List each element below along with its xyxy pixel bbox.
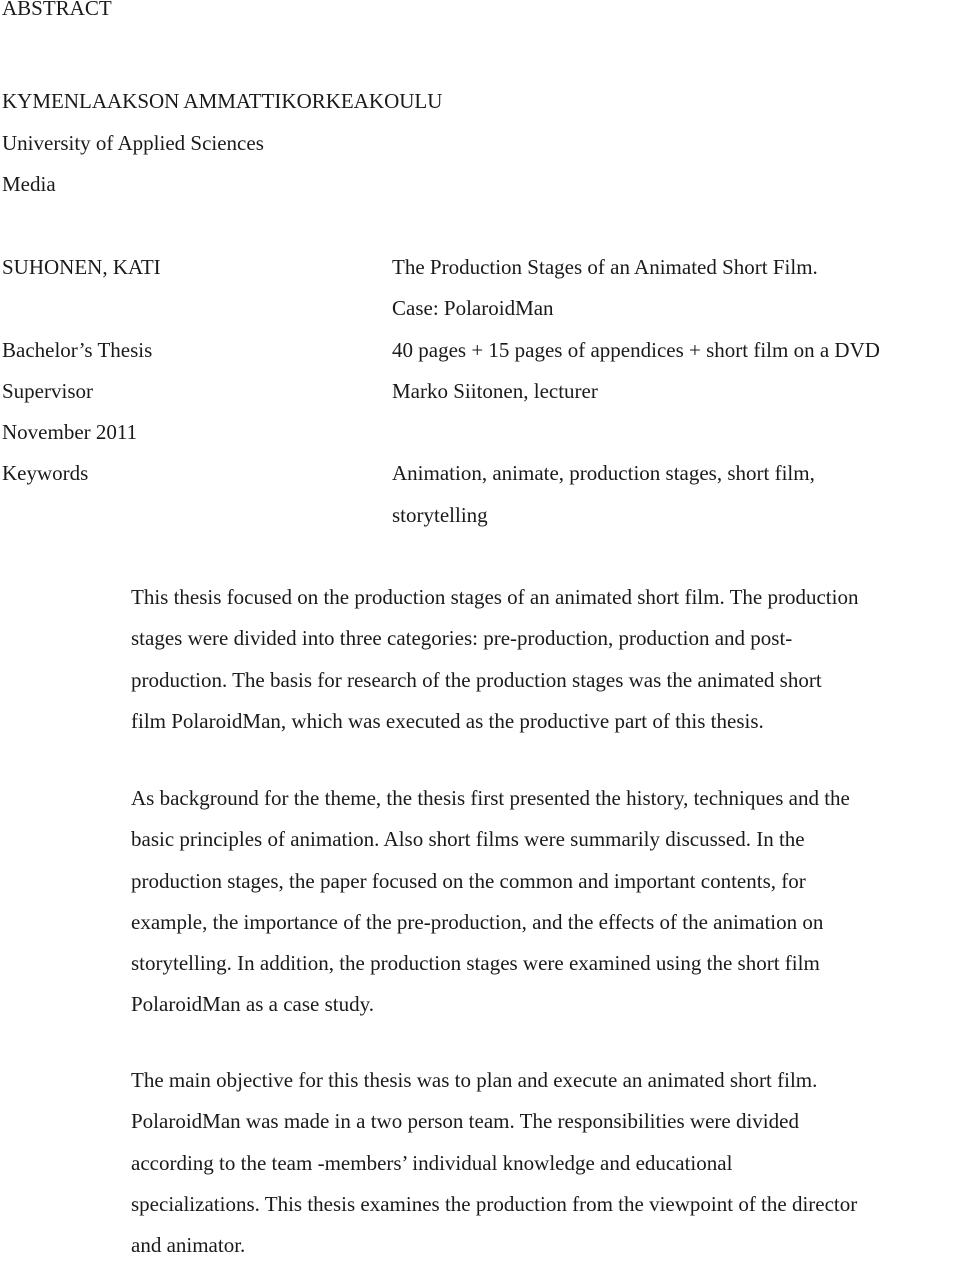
paragraph-line: according to the team -members’ individual knowledge and educational	[131, 1150, 733, 1175]
supervisor-name: Marko Siitonen, lecturer	[392, 379, 598, 403]
paragraph-line: As background for the theme, the thesis first presented the history, techniques and the	[131, 786, 850, 810]
paragraph-line: and animator.	[131, 1233, 246, 1258]
keywords-line: Animation, animate, production stages, short film,	[392, 461, 815, 485]
page-heading: ABSTRACT	[2, 0, 112, 20]
thesis-title-line: Case: PolaroidMan	[392, 296, 554, 320]
keywords-line: storytelling	[392, 503, 488, 527]
paragraph-line: film PolaroidMan, which was executed as the productive part of this thesis.	[131, 708, 764, 733]
paragraph-line: example, the importance of the pre-production, and the effects of the animation on	[131, 909, 824, 934]
school-subtitle: University of Applied Sciences	[2, 131, 264, 155]
keywords-label: Keywords	[2, 461, 89, 485]
paragraph-line: This thesis focused on the production stages of an animated short film. The production	[131, 585, 859, 609]
thesis-title-line: The Production Stages of an Animated Short Film.	[392, 255, 818, 279]
paragraph-line: production stages, the paper focused on the common and important contents, for	[131, 868, 806, 893]
paragraph-line: PolaroidMan was made in a two person team. The responsibilities were divided	[131, 1109, 799, 1134]
paragraph-line: The main objective for this thesis was to plan and execute an animated short film.	[131, 1068, 818, 1092]
school-name: KYMENLAAKSON AMMATTIKORKEAKOULU	[2, 89, 443, 113]
author-name: SUHONEN, KATI	[2, 255, 161, 279]
paragraph-line: basic principles of animation. Also short films were summarily discussed. In the	[131, 827, 805, 852]
thesis-extent: 40 pages + 15 pages of appendices + short film on a DVD	[392, 338, 880, 362]
paragraph-line: stages were divided into three categories: pre-production, production and post-	[131, 626, 793, 651]
school-department: Media	[2, 172, 56, 196]
thesis-date: November 2011	[2, 420, 138, 444]
paragraph-line: PolaroidMan as a case study.	[131, 992, 374, 1017]
paragraph-line: storytelling. In addition, the production stages were examined using the short film	[131, 951, 820, 976]
paragraph-line: production. The basis for research of the production stages was the animated short	[131, 667, 822, 692]
abstract-paragraph	[131, 788, 960, 1036]
paragraph-line: specializations. This thesis examines the production from the viewpoint of the director	[131, 1191, 858, 1216]
abstract-paragraph	[131, 1070, 960, 1276]
thesis-type-label: Bachelor’s Thesis	[2, 338, 153, 362]
abstract-paragraph	[131, 587, 960, 752]
supervisor-label: Supervisor	[2, 379, 93, 403]
